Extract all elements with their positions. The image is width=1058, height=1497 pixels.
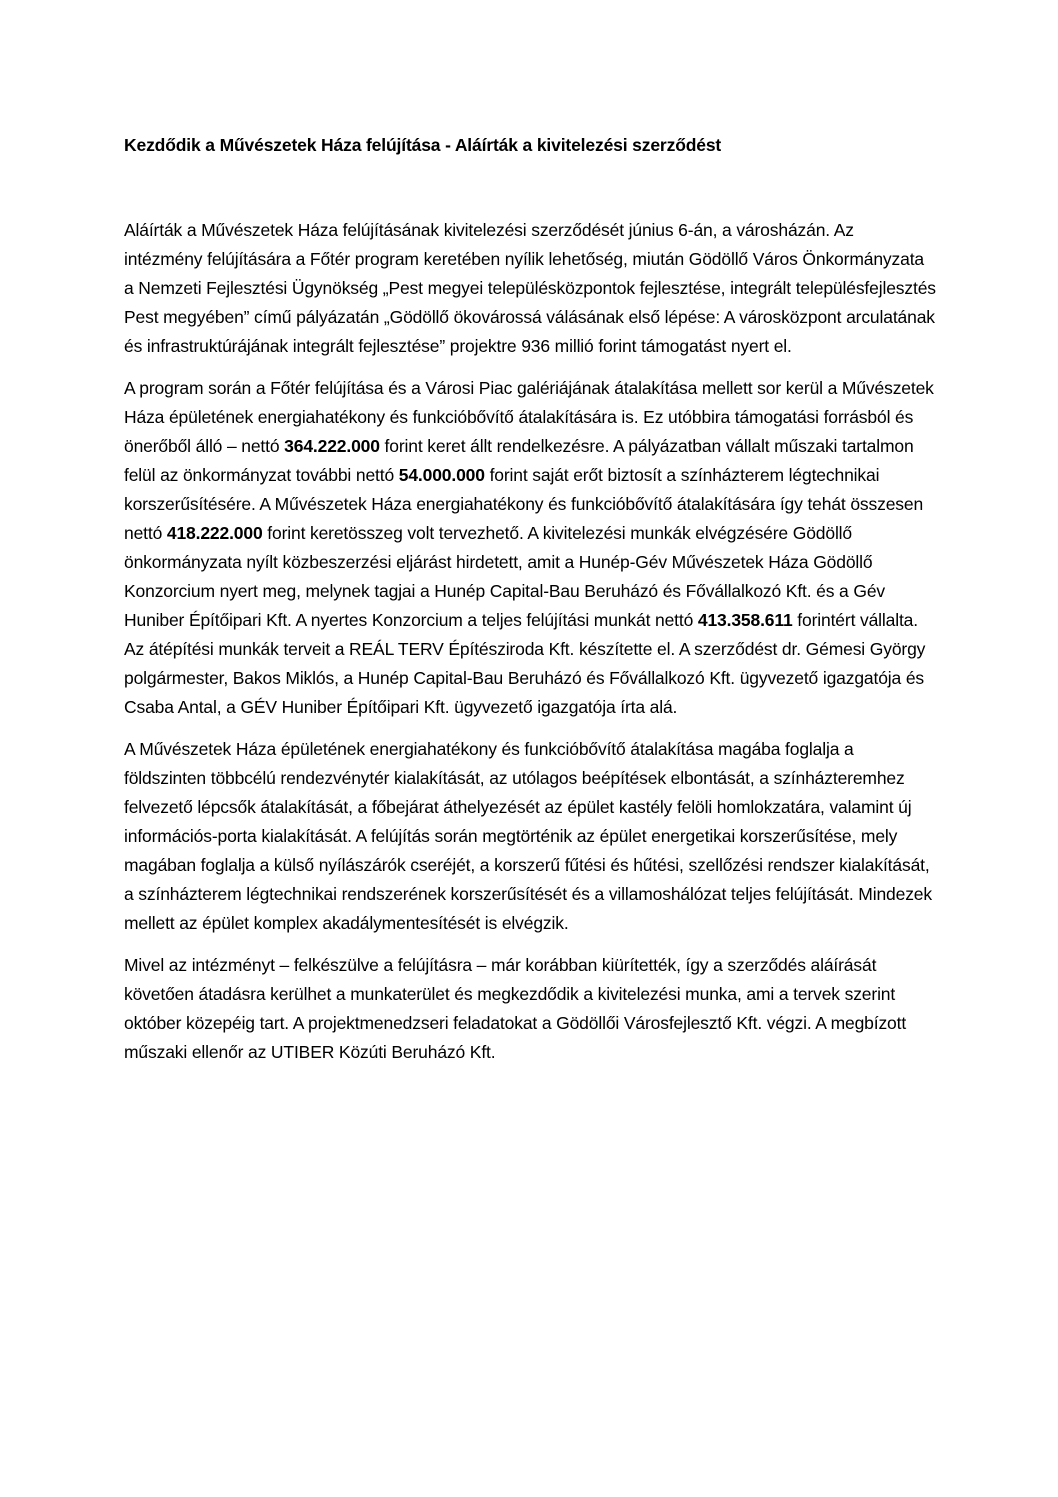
text-run: Aláírták a Művészetek Háza felújításának kivitelezési szerződését június 6-án, a városházán. Az intézmény felújítására a Főtér program keretében nyílik lehetőség, miután Gödöllő Város Önkormányzata a Nemzeti Fejlesztési Ügynökség „Pest megyei településközpontok fejlesztése, integrált településfejlesztés Pest megyében” című pályázatán „Gödöllő ökovárossá válásának első lépése: A városközpont arculatának és infrastruktúrájának integrált fejlesztése” projektre 936 millió forint támogatást nyert el. <box>124 220 936 356</box>
document-title: Kezdődik a Művészetek Háza felújítása - Aláírták a kivitelezési szerződést <box>124 135 722 155</box>
text-run: A Művészetek Háza épületének energiahatékony és funkcióbővítő átalakítása magába foglalja a földszinten többcélú rendezvénytér kialakítását, az utólagos beépítések elbontását, a színházteremhez felvezető lépcsők átalakítását, a főbejárat áthelyezését az épület kastély felöli homlokzatára, valamint új információs-porta kialakítását. A felújítás során megtörténik az épület energetikai korszerűsítése, mely magában foglalja a külső nyílászárók cseréjét, a korszerű fűtési és hűtési, szellőzési rendszer kialakítását, a színházterem légtechnikai rendszerének korszerűsítését és a villamoshálózat teljes felújítását. Mindezek mellett az épület komplex akadálymentesítését is elvégzik. <box>124 739 932 933</box>
bold-text-run: 364.222.000 <box>284 436 380 456</box>
text-run: forint keretösszeg volt tervezhető. A kivitelezési munkák elvégzésére Gödöllő önkormányzata nyílt közbeszerzési eljárást hirdetett, amit a Hunép-Gév Művészetek Háza Gödöllő Konzorcium nyert meg, melynek tagjai a Hunép Capital-Bau Beruházó és Fővállalkozó Kft. és a Gév Huniber Építőipari Kft. A nyertes Konzorcium a teljes felújítási munkát nettó <box>124 523 885 630</box>
body-paragraph <box>124 374 936 722</box>
bold-text-run: 413.358.611 <box>697 610 793 630</box>
text-run: A program során a Főtér felújítása és a Városi Piac galériájának átalakítása mellett sor kerül a Művészetek Háza épületének energiahatékony és funkcióbővítő átalakítására is. Ez utóbbira támogatási forrásból és önerőből álló – nettó <box>124 378 934 456</box>
document-body <box>124 216 936 1067</box>
text-run: forint keret állt rendelkezésre. A pályázatban vállalt műszaki tartalmon felül az önkormányzat további nettó <box>124 436 914 485</box>
text-run: Mivel az intézményt – felkészülve a felújításra – már korábban kiürítették, így a szerződés aláírását követően átadásra kerülhet a munkaterület és megkezdődik a kivitelezési munka, ami a tervek szerint október közepéig tart. A projektmenedzseri feladatokat a Gödöllői Városfejlesztő Kft. végzi. A megbízott műszaki ellenőr az UTIBER Közúti Beruházó Kft. <box>124 955 907 1062</box>
text-run: forintért vállalta. Az átépítési munkák terveit a REÁL TERV Építésziroda Kft. készítette el. A szerződést dr. Gémesi György polgármester, Bakos Miklós, a Hunép Capital-Bau Beruházó és Fővállalkozó Kft. ügyvezető igazgatója és Csaba Antal, a GÉV Huniber Építőipari Kft. ügyvezető igazgatója írta alá. <box>124 610 926 717</box>
body-paragraph <box>124 216 936 361</box>
text-run: forint saját erőt biztosít a színházterem légtechnikai korszerűsítésére. A Művészetek Háza energiahatékony és funkcióbővítő átalakítására így tehát összesen nettó <box>124 465 924 543</box>
body-paragraph <box>124 735 936 938</box>
body-paragraph <box>124 951 936 1067</box>
bold-text-run: 418.222.000 <box>166 523 263 543</box>
bold-text-run: 54.000.000 <box>398 465 485 485</box>
